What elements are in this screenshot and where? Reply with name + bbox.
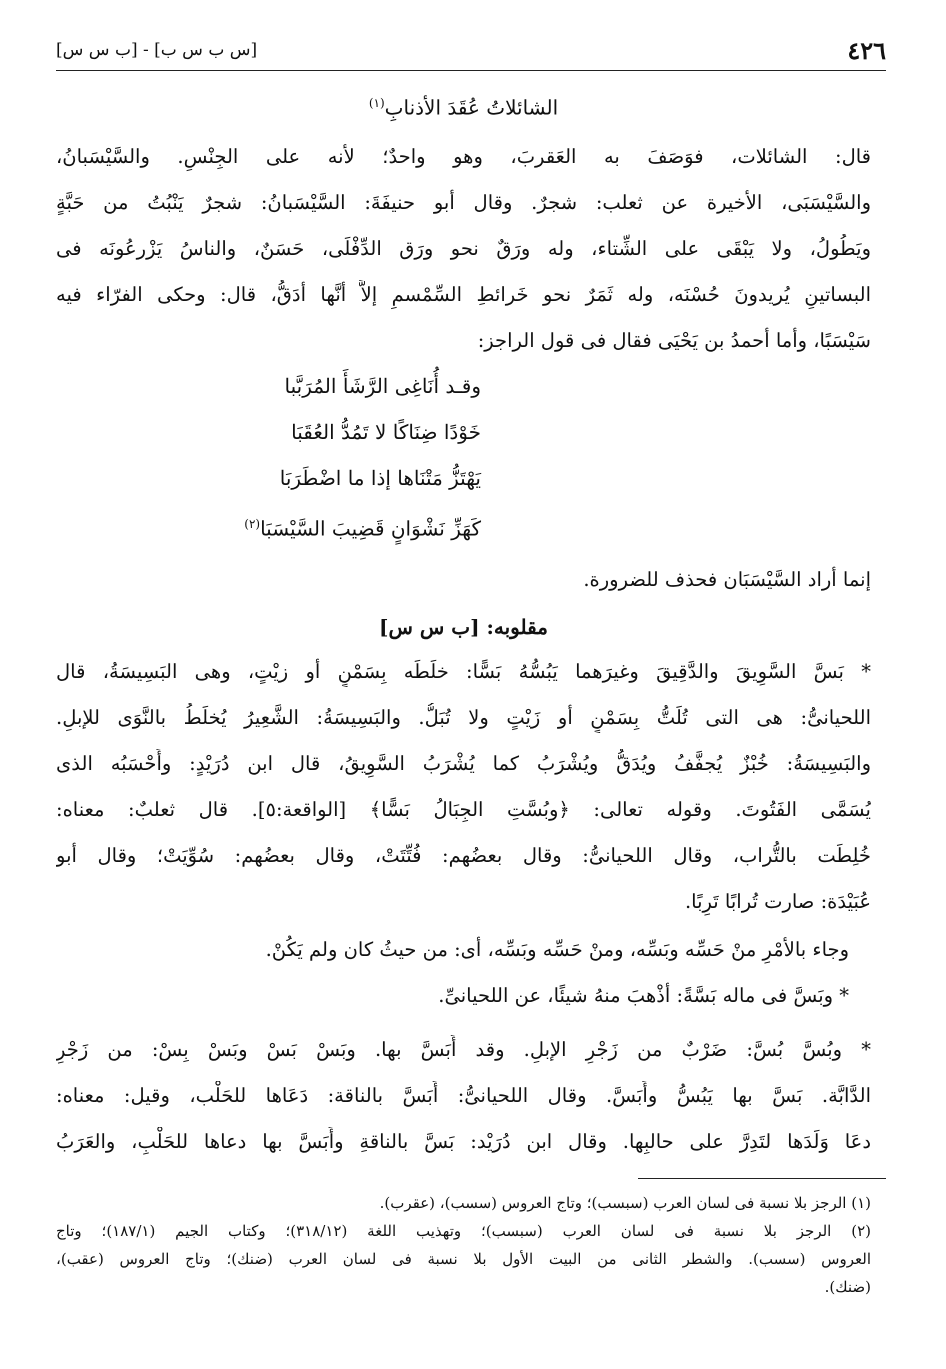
para3-line: وجاء بالأمْرِ منْ حَسِّه وبَسِّه، ومنْ حَسِّه وبَسِّه، أى: من حيثُ كان ولم يَكُنْ. [265,938,849,961]
after-verse-line: إنما أراد السَّيْسَبَان فحذف للضرورة. [583,568,871,591]
para5-line: الدَّابَّة. بَسَّ بها يَبُسُّ وأَبَسَّ. وقال اللحيانىُّ: أَبَسَّ بالناقة: دَعَاها للحَلْب، وقيل: معناه: [56,1084,871,1107]
footnote-1: (١) الرجز بلا نسبة فى لسان العرب (سبسب)؛ وتاج العروس (سسب)، (عقرب). [379,1194,871,1212]
section-subheading: مقلوبه: [ب س س] [379,615,548,639]
verse-line: كَهَزِّ نَشْوَانٍ قَضِيبَ السَّيْسَبَا$^{(٢)}$ [244,516,481,541]
verse-line: وقـد أُنَاغِى الرَّشَأَ المُرَبَّبا [284,374,481,398]
para1-line: ويَطُولُ، ولا يَبْقَى على الشِّتاء، وله ورَقٌ نحو ورَق الدِّفْلَى، حَسَنٌ، والناسُ يَزْرعُونَه فى [56,237,871,260]
footnote-rule [638,1178,886,1179]
verse-line: خَوْدًا ضِنَاكًا لا تَمُدُّ العُقَبَا [291,420,481,444]
para5-line: * وبُسَّ بُسَّ: ضَرْبٌ من زَجْرِ الإبلِ. وقد أَبَسَّ بها. وبَسْ بَسْ وبَسْ بِسْ: من زَجْرِ [56,1038,871,1061]
footnote-2-line: (ضنك). [824,1278,871,1296]
footnote-2-line: (٢) الرجز بلا نسبة فى لسان العرب (سبسب)؛ وتهذيب اللغة (٣١٨/١٢)؛ وكتاب الجيم (١٨٧/١)؛ وتاج [56,1222,871,1240]
para2-line: عُبَيْدَة: صارت تُرابًا تَرِبًا. [684,890,871,913]
title-footnote-marker: (١) [368,96,385,110]
para2-line: والبَسِيسَةُ: خُبْزٌ يُجفَّفُ ويُدَقُّ ويُشْرَبُ كما يُشْرَبُ السَّوِيقُ، قال ابن دُرَيْدٍ: وأَحْسَبُه الذى [56,752,871,775]
page-number: ٤٢٦ [847,36,886,65]
para2-line: يُسَمَّى الفَتُوتَ. وقوله تعالى: ﴿وبُسَّتِ الجِبَالُ بَسًّا﴾ [الواقعة:٥]. قال ثعلبٌ: معناه: [56,798,871,821]
verse-title: الشائلاتُ عُقَدَ الأذنابِ$^{(١)}$ [368,95,559,120]
para4-line: * وبَسَّ فى ماله بَسَّةً: أذْهبَ منهُ شيئًا، عن اللحيانىِّ. [438,984,849,1007]
para1-line: البساتينِ يُريدونَ حُسْنَه، وله ثَمَرٌ نحو خَرائطِ السِّمْسمِ إلاَّ أنَّها أدَقُّ، قال: وحكى الفرّاء فيه [56,283,871,306]
header-rule [56,70,886,71]
footnote-2-line: العروس (سسب). والشطر الثانى من البيت الأول بلا نسبة فى لسان العرب (ضنك)؛ وتاج العروس (عقب)، [56,1250,871,1268]
para1-line: قال: الشائلات، فوَصَفَ به العَقربَ، وهو واحدٌ؛ لأنه على الجِنْسِ. والسَّيْسَبانُ، [56,145,871,168]
para2-line: خُلِطَت بالتُّراب، وقال اللحيانىُّ: وقال بعضُهم: فُتِّتَتْ، وقال بعضُهم: سُوِّيَتْ؛ وقال أبو [56,844,871,867]
para1-line: والسَّيْسَبَى، الأخيرة عن ثعلب: شجرٌ. وقال أبو حنيفَةَ: السَّيْسَبانُ: شجرٌ يَنْبُتُ من حَبَّةٍ [56,191,871,214]
para5-line: دعَا وَلَدَها لتَدِرَّ على حالبِها. وقال ابن دُرَيْد: بَسَّ بالناقةِ وأَبَسَّ بها دعاها للحَلْبِ، والعَرَبُ [56,1130,871,1153]
para2-line: * بَسَّ السَّوِيقَ والدَّقِيقَ وغيرَهما يَبُسُّهُ بَسًّا: خلَطَه بِسَمْنٍ أو زيْتٍ، وهى البَسِيسَةُ، قال [56,660,871,683]
page-header [56,36,886,70]
para1-line: سَيْسَبًا، وأما أحمدُ بن يَحْيَى فقال فى قول الراجز: [477,329,871,352]
running-head: [س ب س ب] - [ب س س] [56,40,258,60]
verse-footnote-marker: (٢) [244,517,261,531]
para2-line: اللحيانىُّ: هى التى تُلَتُّ بِسَمْنٍ أو زَيْتٍ ولا تُبَلُّ. والبَسِيسَةُ: الشَّعِيرُ يُخلَطُ بالنَّوَى للإبلِ. [56,706,871,729]
verse-line: يَهْتَزُّ مَتْنَاها إذا ما اضْطَرَبَا [279,466,481,490]
